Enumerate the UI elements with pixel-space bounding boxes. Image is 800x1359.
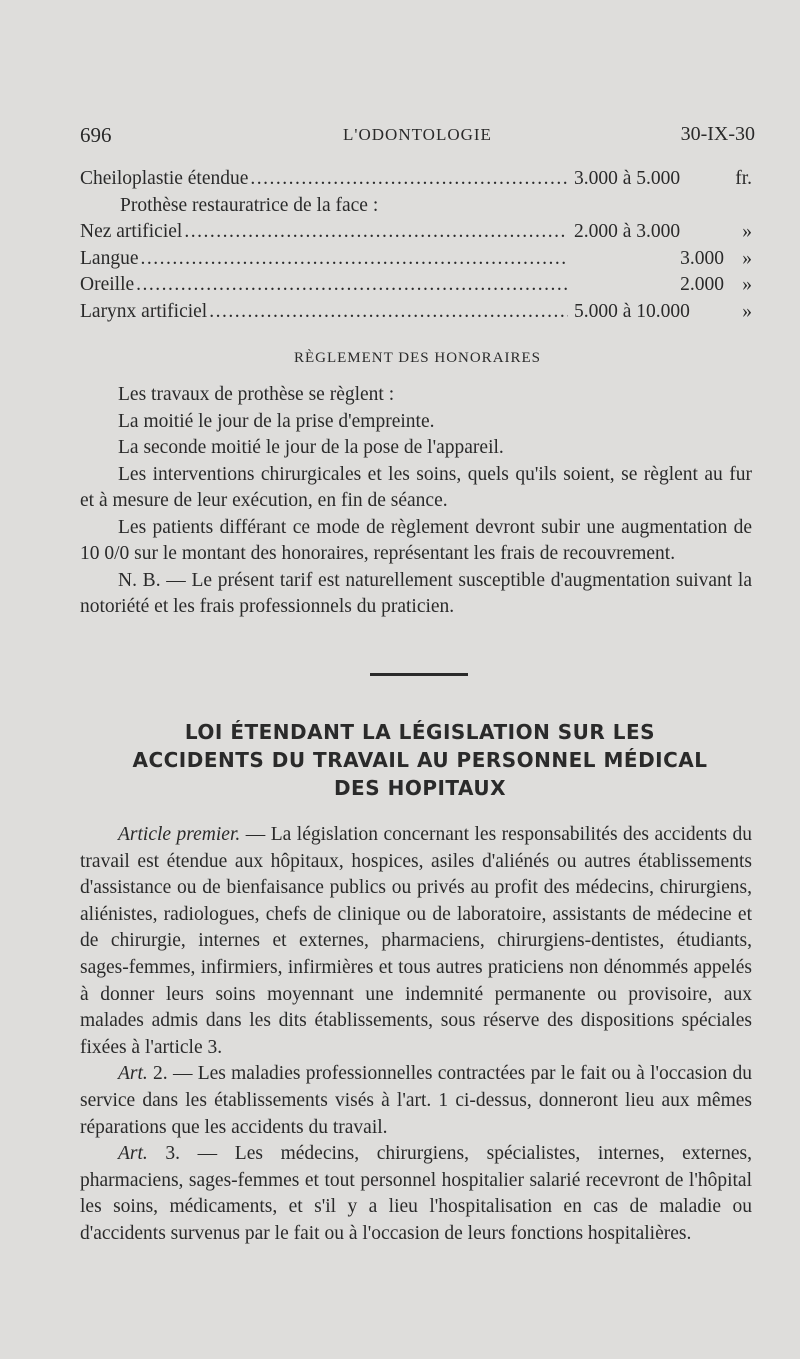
price-row (80, 221, 752, 248)
price-row (80, 274, 752, 301)
price-unit: » (742, 300, 752, 322)
leader-dots (209, 301, 568, 323)
article-title (60, 718, 780, 802)
paragraph: Les travaux de prothèse se règlent : (118, 384, 395, 405)
article-lead: Art. (118, 1143, 148, 1165)
price-unit: » (742, 221, 752, 242)
reglement-text (80, 382, 752, 621)
price-value: 5.000 à 10.000 (574, 300, 690, 322)
price-label: Langue (80, 247, 139, 269)
price-row (80, 248, 752, 275)
price-label: Oreille (80, 274, 135, 295)
paragraph: La seconde moitié le jour de la pose de l'appareil. (118, 437, 504, 458)
law-text (80, 822, 752, 1248)
title-line: LOI ÉTENDANT LA LÉGISLATION SUR LES (184, 720, 656, 744)
price-label: Cheiloplastie étendue (80, 168, 249, 189)
article-paragraph (80, 1061, 752, 1141)
price-value: 3.000 à 5.000 (574, 168, 681, 189)
price-list (80, 168, 752, 327)
article-paragraph (80, 822, 752, 1061)
price-value: 3.000 (680, 247, 724, 269)
paragraph: Les patients différant ce mode de règlement devront subir une augmentation de 10 0/0 sur le montant des honoraires, représentant les frais de recouvrement. (80, 516, 752, 564)
issue-date: 30-IX-30 (680, 123, 755, 145)
article-text: 2. — Les maladies professionnelles contractées par le fait ou à l'occasion du service dans les établissements visés à l'art. 1 ci-dessus, donneront lieu aux mêmes réparations que les accidents du travail. (80, 1063, 752, 1138)
leader-dots (140, 248, 568, 270)
title-line: DES HOPITAUX (333, 776, 507, 800)
price-unit: fr. (735, 168, 752, 189)
journal-title: L'ODONTOLOGIE (343, 125, 492, 144)
price-value: 2.000 à 3.000 (574, 221, 681, 242)
leader-dots (184, 221, 568, 243)
running-header (80, 123, 755, 153)
article-lead: Article premier. (118, 824, 241, 845)
paragraph: Les interventions chirurgicales et les soins, quels qu'ils soient, se règlent au fur et à mesure de leur exécution, en fin de séance. (80, 463, 752, 511)
price-label: Larynx artificiel (80, 300, 208, 322)
leader-dots (136, 274, 568, 296)
article-paragraph (80, 1141, 752, 1247)
price-unit: » (742, 247, 752, 269)
paragraph: N. B. — Le présent tarif est naturellement susceptible d'augmentation suivant la notoriété et les frais professionnels du praticien. (80, 569, 752, 617)
price-value: 2.000 (680, 274, 724, 295)
leader-dots (250, 168, 568, 190)
page-number: 696 (80, 123, 112, 147)
price-label: Nez artificiel (80, 221, 183, 242)
article-text: 3. — Les médecins, chirurgiens, spécialistes, internes, externes, pharmaciens, sages-femmes et tout personnel hospitalier salarié recevront de l'hôpital les soins, médicaments, et s'il y a lieu l'hospitalisation en cas de maladie ou d'accidents survenus par le fait ou à l'occasion de leurs fonctions hospitalières. (80, 1143, 752, 1244)
price-unit: » (742, 274, 752, 295)
article-lead: Art. (118, 1063, 148, 1085)
price-row (80, 301, 752, 328)
section-title: RÈGLEMENT DES HONORAIRES (293, 350, 542, 366)
price-subheading: Prothèse restauratrice de la face : (120, 194, 379, 216)
article-text: — La législation concernant les responsabilités des accidents du travail est étendue aux hôpitaux, hospices, asiles d'aliénés ou autres établissements d'assistance ou de bienfaisance publics ou privés au profit des médecins, chirurgiens, aliénistes, radiologues, chefs de clinique ou de laboratoire, assistants de médecine et de chirurgie, internes et externes, pharmaciens, chirurgiens-dentistes, étudiants, sages-femmes, infirmiers, infirmières et tous autres praticiens non dénommés appelés à donner leurs soins moyennant une indemnité permanente ou provisoire, aux malades admis dans les dits établissements, sous réserve des dispositions spéciales fixées à l'article 3. (80, 824, 753, 1058)
title-line: ACCIDENTS DU TRAVAIL AU PERSONNEL MÉDICAL (132, 748, 708, 772)
section-divider (370, 673, 468, 676)
paragraph: La moitié le jour de la prise d'empreinte. (118, 410, 435, 432)
price-row (80, 168, 752, 195)
